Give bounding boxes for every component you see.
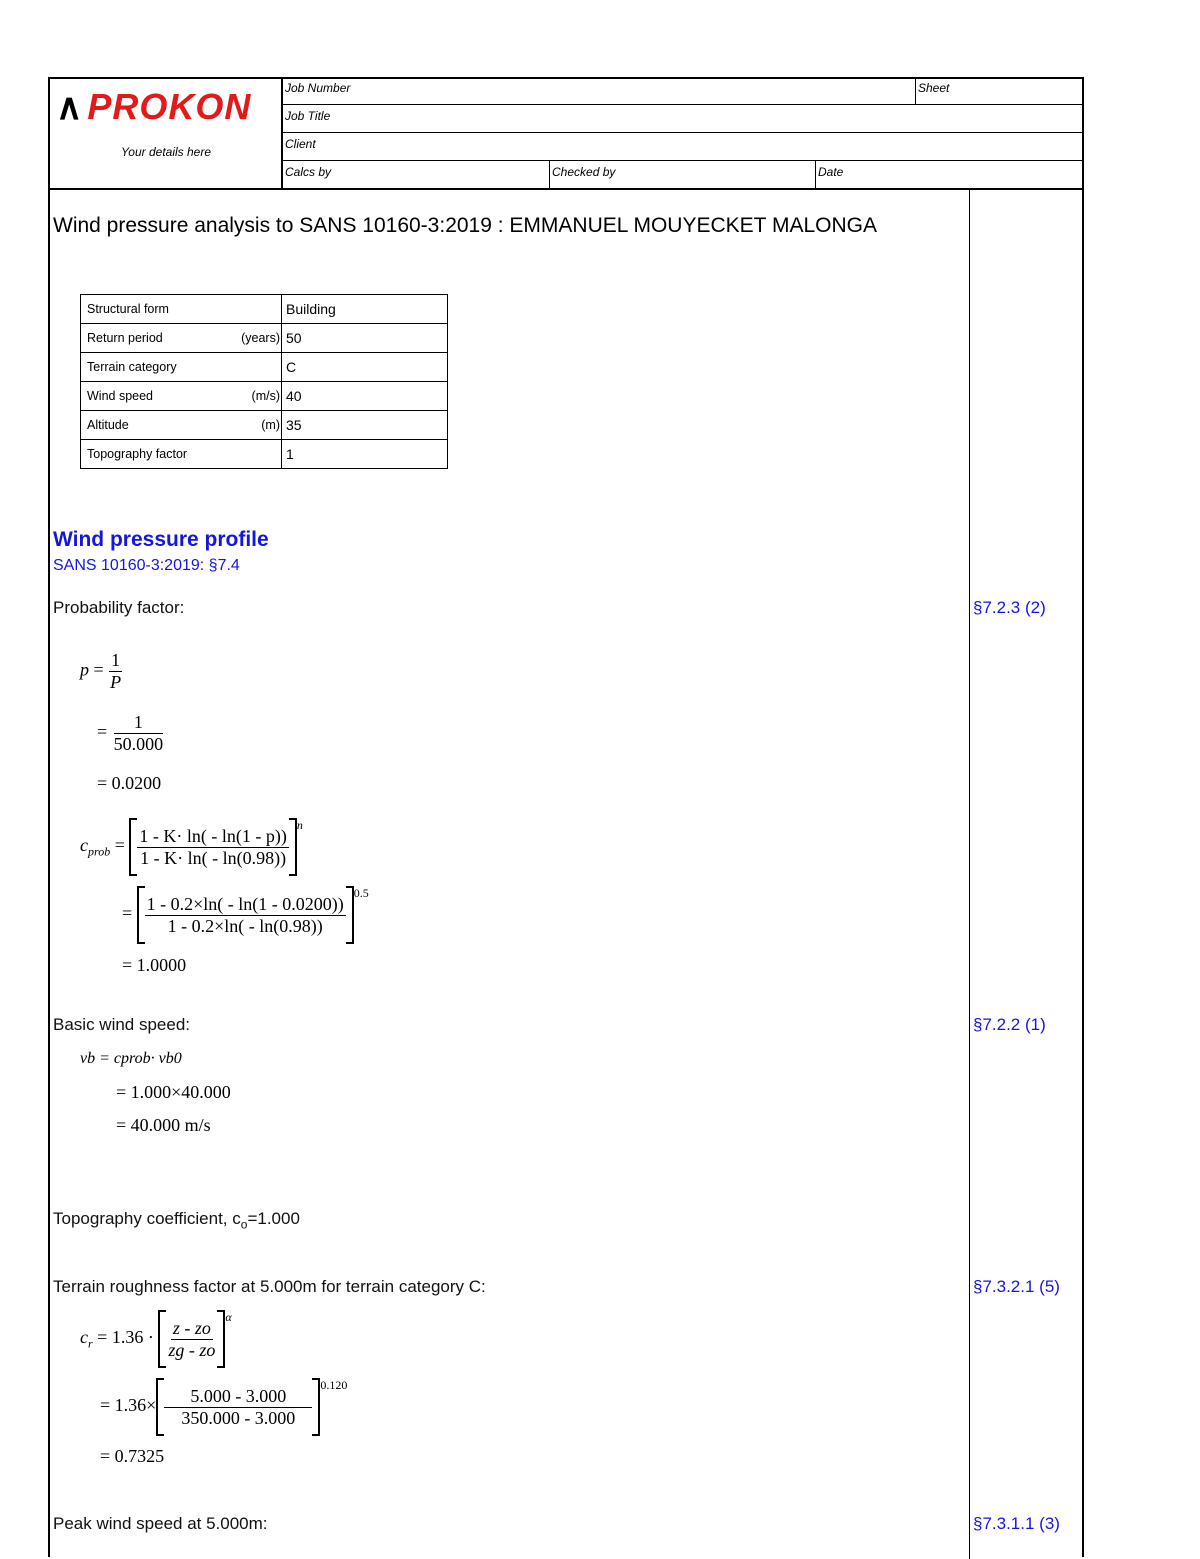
topography-line: Topography coefficient, $c_o=1.000$ <box>53 1209 300 1232</box>
input-row <box>81 353 448 382</box>
logo-arc-icon: ∧ <box>56 86 84 127</box>
page-title: Wind pressure analysis to SANS 10160-3:2019 : EMMANUEL MOUYECKET MALONGA <box>53 214 877 237</box>
input-row <box>81 295 448 324</box>
inputs-table <box>80 294 448 469</box>
input-label: Structural form <box>81 295 282 324</box>
input-label: Altitude (m) <box>81 411 282 440</box>
client-label: Client <box>285 137 316 151</box>
roughness-substitution: = 1.36× $\frac{5.000 - 3.000}{350.000 - 3.000}$ $^{0.120}$ <box>100 1378 347 1436</box>
job-title-label: Job Title <box>285 109 331 123</box>
input-value: 40 <box>282 382 448 411</box>
peak-wind-label: Peak wind speed at 5.000m: <box>53 1514 268 1533</box>
header-row-rule <box>282 104 1084 105</box>
checked-by-label: Checked by <box>552 165 616 179</box>
reference-column-rule <box>969 189 970 1559</box>
cprob-substitution: = $\frac{1 - 0.2\times\ln( - \ln(1 - 0.0200))}{1 - 0.2\times\ln( - \ln(0.98))}$ $^{0.5}$ <box>122 886 369 944</box>
calcs-by-label: Calcs by <box>285 165 332 179</box>
header-bottom-rule <box>48 188 1084 190</box>
p-substitution: = $\frac{1}{50.000}$ <box>97 712 164 754</box>
input-value: 50 <box>282 324 448 353</box>
section-title: Wind pressure profile <box>53 528 269 551</box>
prokon-logo <box>56 86 251 128</box>
sheet-label: Sheet <box>918 81 950 95</box>
input-label: Wind speed (m/s) <box>81 382 282 411</box>
cprob-formula: $c_{prob}$ = $\frac{1 - K\cdot \ln( - \ln(1 - p))}{1 - K\cdot \ln( - \ln(0.98))}$ $^n$ <box>80 818 303 876</box>
basic-wind-result: = 40.000 m/s <box>116 1115 211 1135</box>
input-label: Return period (years) <box>81 324 282 353</box>
header-row-rule <box>282 160 1084 161</box>
input-row <box>81 382 448 411</box>
input-label: Terrain category <box>81 353 282 382</box>
basic-wind-ref: §7.2.2 (1) <box>973 1015 1046 1034</box>
date-label: Date <box>818 165 844 179</box>
input-value: 35 <box>282 411 448 440</box>
roughness-formula: $c_r = 1.36$ · $\frac{z - zo}{zg - zo}$ $^\alpha$ <box>80 1310 232 1368</box>
job-number-label: Job Number <box>285 81 351 95</box>
header-cell-divider <box>915 77 916 105</box>
input-row <box>81 411 448 440</box>
header-row-rule <box>282 132 1084 133</box>
roughness-result: = 0.7325 <box>100 1446 165 1466</box>
header-cell-divider <box>815 160 816 189</box>
basic-wind-substitution: = 1.000×40.000 <box>116 1082 231 1102</box>
basic-wind-formula: vb = cprob· vb0 <box>80 1050 182 1067</box>
input-value: 1 <box>282 440 448 469</box>
logo-subtitle: Your details here <box>120 145 212 159</box>
section-subtitle: SANS 10160-3:2019: §7.4 <box>53 557 240 574</box>
header-cell-divider <box>549 160 550 189</box>
input-row <box>81 440 448 469</box>
p-result: = 0.0200 <box>97 773 162 793</box>
input-label: Topography factor <box>81 440 282 469</box>
cprob-result: = 1.0000 <box>122 955 187 975</box>
basic-wind-label: Basic wind speed: <box>53 1015 191 1034</box>
input-row <box>81 324 448 353</box>
probability-ref: §7.2.3 (2) <box>973 598 1046 617</box>
peak-wind-ref: §7.3.1.1 (3) <box>973 1514 1060 1533</box>
input-value: C <box>282 353 448 382</box>
logo-text: PROKON <box>87 86 252 127</box>
roughness-ref: §7.3.2.1 (5) <box>973 1277 1060 1296</box>
probability-label: Probability factor: <box>53 598 185 617</box>
header-divider <box>281 77 283 189</box>
roughness-label: Terrain roughness factor at 5.000m for terrain category C: <box>53 1277 486 1296</box>
input-value: Building <box>282 295 448 324</box>
p-formula: p = $\frac{1}{P}$ <box>80 650 122 692</box>
